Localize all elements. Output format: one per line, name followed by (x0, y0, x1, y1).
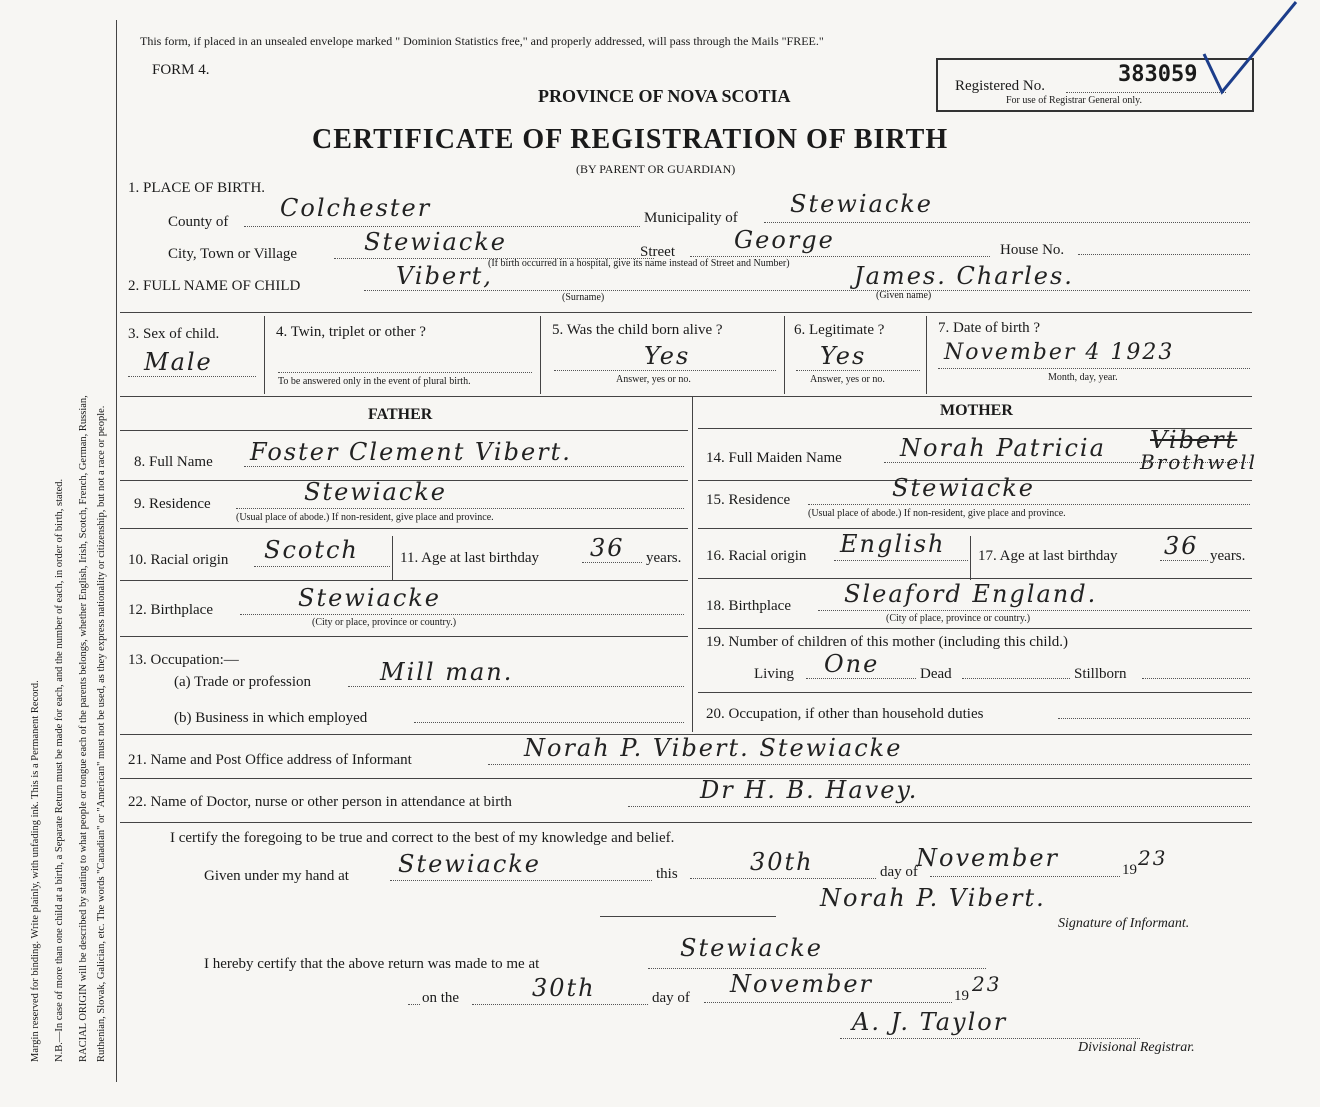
dob-caption: Month, day, year. (1048, 372, 1118, 383)
legitimate-value: Yes (820, 342, 867, 370)
registrar-day-value: 30th (532, 974, 596, 1002)
father-name-label: 8. Full Name (134, 454, 213, 470)
mother-birthplace-note: (City of place, province or country.) (886, 613, 1031, 624)
father-name-value: Foster Clement Vibert. (250, 438, 572, 466)
registrar-use-note: For use of Registrar General only. (1006, 95, 1142, 106)
informant-signature-caption: Signature of Informant. (1058, 916, 1190, 931)
place-heading: 1. PLACE OF BIRTH. (128, 180, 266, 196)
mother-residence-note: (Usual place of abode.) If non-resident, give place and province. (808, 508, 1066, 519)
father-birthplace-value: Stewiacke (298, 584, 442, 612)
mother-age-label: 17. Age at last birthday (978, 548, 1118, 564)
father-occupation-label: 13. Occupation:— (128, 652, 239, 668)
certify-year-value: 23 (1138, 846, 1168, 870)
child-name-label: 2. FULL NAME OF CHILD (128, 278, 301, 294)
city-value: Stewiacke (364, 228, 508, 256)
father-residence-value: Stewiacke (304, 478, 448, 506)
alive-caption: Answer, yes or no. (616, 374, 691, 385)
margin-note-nationality: Ruthenian, Slovak, Galician, etc. The words "Canadian" or "American" must not be used, as they express nationality or citizenship, but not a race or people. (96, 405, 107, 1062)
street-value: George (734, 226, 835, 254)
doctor-label: 22. Name of Doctor, nurse or other person in attendance at birth (128, 794, 512, 810)
margin-note-racial: RACIAL ORIGIN will be described by stating to what people or tongue each of the parents belongs, whether English, Irish, Scotch, French, German, Russian, (78, 395, 89, 1062)
county-value: Colchester (280, 194, 432, 222)
mother-age-value: 36 (1164, 532, 1199, 560)
on-the-label: on the (422, 990, 460, 1006)
registrar-signature: A. J. Taylor (852, 1008, 1008, 1036)
registrar-place-value: Stewiacke (680, 934, 824, 962)
father-trade-label: (a) Trade or profession (174, 674, 312, 690)
mother-children-label: 19. Number of children of this mother (including this child.) (706, 634, 1069, 650)
margin-note-nb: N.B.—In case of more than one child at a birth, a Separate Return must be made for each, and the number of each, in order of birth, stated. (54, 478, 65, 1062)
given-caption: (Given name) (876, 290, 932, 301)
twin-note: To be answered only in the event of plural birth. (278, 376, 471, 387)
living-label: Living (754, 666, 794, 682)
mother-occupation-label: 20. Occupation, if other than household duties (706, 706, 984, 722)
father-birthplace-note: (City or place, province or country.) (312, 617, 457, 628)
house-no-label: House No. (1000, 242, 1065, 258)
this-label: this (656, 866, 678, 882)
mother-name-correction: Brothwell (1140, 450, 1257, 474)
mother-name-value: Norah Patricia (900, 434, 1106, 462)
certify-day-value: 30th (750, 848, 814, 876)
father-residence-label: 9. Residence (134, 496, 211, 512)
registrar-day-of-label: day of (652, 990, 690, 1006)
mother-racial-value: English (840, 530, 946, 558)
father-trade-value: Mill man. (380, 658, 514, 686)
hospital-note: (If birth occurred in a hospital, give its name instead of Street and Number) (488, 258, 790, 269)
check-mark-icon (1200, 0, 1300, 100)
stillborn-label: Stillborn (1074, 666, 1127, 682)
form-number: FORM 4. (152, 62, 210, 78)
certificate-subtitle: (BY PARENT OR GUARDIAN) (576, 162, 736, 176)
mail-notice: This form, if placed in an unsealed envelope marked " Dominion Statistics free," and properly addressed, will pass through the Mails "FREE." (140, 34, 824, 48)
father-years-label: years. (646, 550, 682, 566)
mother-residence-value: Stewiacke (892, 474, 1036, 502)
binding-rule (116, 20, 117, 1082)
county-label: County of (168, 214, 229, 230)
mother-heading: MOTHER (940, 402, 1013, 419)
alive-label: 5. Was the child born alive ? (552, 322, 723, 338)
informant-value: Norah P. Vibert. Stewiacke (524, 734, 903, 762)
mother-years-label: years. (1210, 548, 1246, 564)
legitimate-caption: Answer, yes or no. (810, 374, 885, 385)
given-label: Given under my hand at (204, 868, 349, 884)
certificate-title: CERTIFICATE OF REGISTRATION OF BIRTH (312, 124, 949, 155)
registrar-year-value: 23 (972, 972, 1002, 996)
mother-name-struck: Vibert (1150, 426, 1238, 454)
given-place-value: Stewiacke (398, 850, 542, 878)
registrar-month-value: November (730, 970, 874, 998)
mother-residence-label: 15. Residence (706, 492, 791, 508)
city-label: City, Town or Village (168, 246, 298, 262)
dob-value: November 4 1923 (944, 340, 1175, 365)
registrar-year-prefix: 19 (954, 988, 969, 1004)
surname-caption: (Surname) (562, 292, 605, 303)
dead-label: Dead (920, 666, 952, 682)
father-heading: FATHER (368, 406, 433, 423)
informant-signature: Norah P. Vibert. (820, 884, 1046, 912)
mother-name-label: 14. Full Maiden Name (706, 450, 842, 466)
dob-label: 7. Date of birth ? (938, 320, 1041, 336)
living-value: One (824, 650, 880, 678)
father-residence-note: (Usual place of abode.) If non-resident, give place and province. (236, 512, 494, 523)
father-age-value: 36 (590, 534, 625, 562)
father-racial-label: 10. Racial origin (128, 552, 229, 568)
certify-month-value: November (916, 844, 1060, 872)
legitimate-label: 6. Legitimate ? (794, 322, 885, 338)
registered-no-value: 383059 (1118, 62, 1198, 87)
father-business-label: (b) Business in which employed (174, 710, 368, 726)
sex-label: 3. Sex of child. (128, 326, 220, 342)
province-heading: PROVINCE OF NOVA SCOTIA (538, 86, 791, 106)
registrar-signature-caption: Divisional Registrar. (1078, 1040, 1195, 1055)
father-age-label: 11. Age at last birthday (400, 550, 539, 566)
mother-birthplace-value: Sleaford England. (844, 580, 1098, 608)
father-racial-value: Scotch (264, 536, 359, 564)
child-given-value: James. Charles. (854, 262, 1074, 290)
municipality-value: Stewiacke (790, 190, 934, 218)
registered-no-label: Registered No. (955, 78, 1045, 94)
margin-note-binding: Margin reserved for binding. Write plainly, with unfading ink. This is a Permanent Record. (30, 680, 41, 1062)
doctor-value: Dr H. B. Havey. (700, 776, 919, 804)
sex-value: Male (144, 348, 213, 376)
mother-birthplace-label: 18. Birthplace (706, 598, 791, 614)
registrar-statement: I hereby certify that the above return was made to me at (204, 956, 540, 972)
informant-label: 21. Name and Post Office address of Informant (128, 752, 412, 768)
street-label: Street (640, 244, 675, 260)
certify-statement: I certify the foregoing to be true and correct to the best of my knowledge and belief. (170, 830, 675, 846)
father-birthplace-label: 12. Birthplace (128, 602, 213, 618)
alive-value: Yes (644, 342, 691, 370)
day-of-label: day of (880, 864, 918, 880)
child-surname-value: Vibert, (396, 262, 493, 290)
municipality-label: Municipality of (644, 210, 738, 226)
mother-racial-label: 16. Racial origin (706, 548, 807, 564)
twin-label: 4. Twin, triplet or other ? (276, 324, 426, 340)
certify-year-prefix: 19 (1122, 862, 1137, 878)
